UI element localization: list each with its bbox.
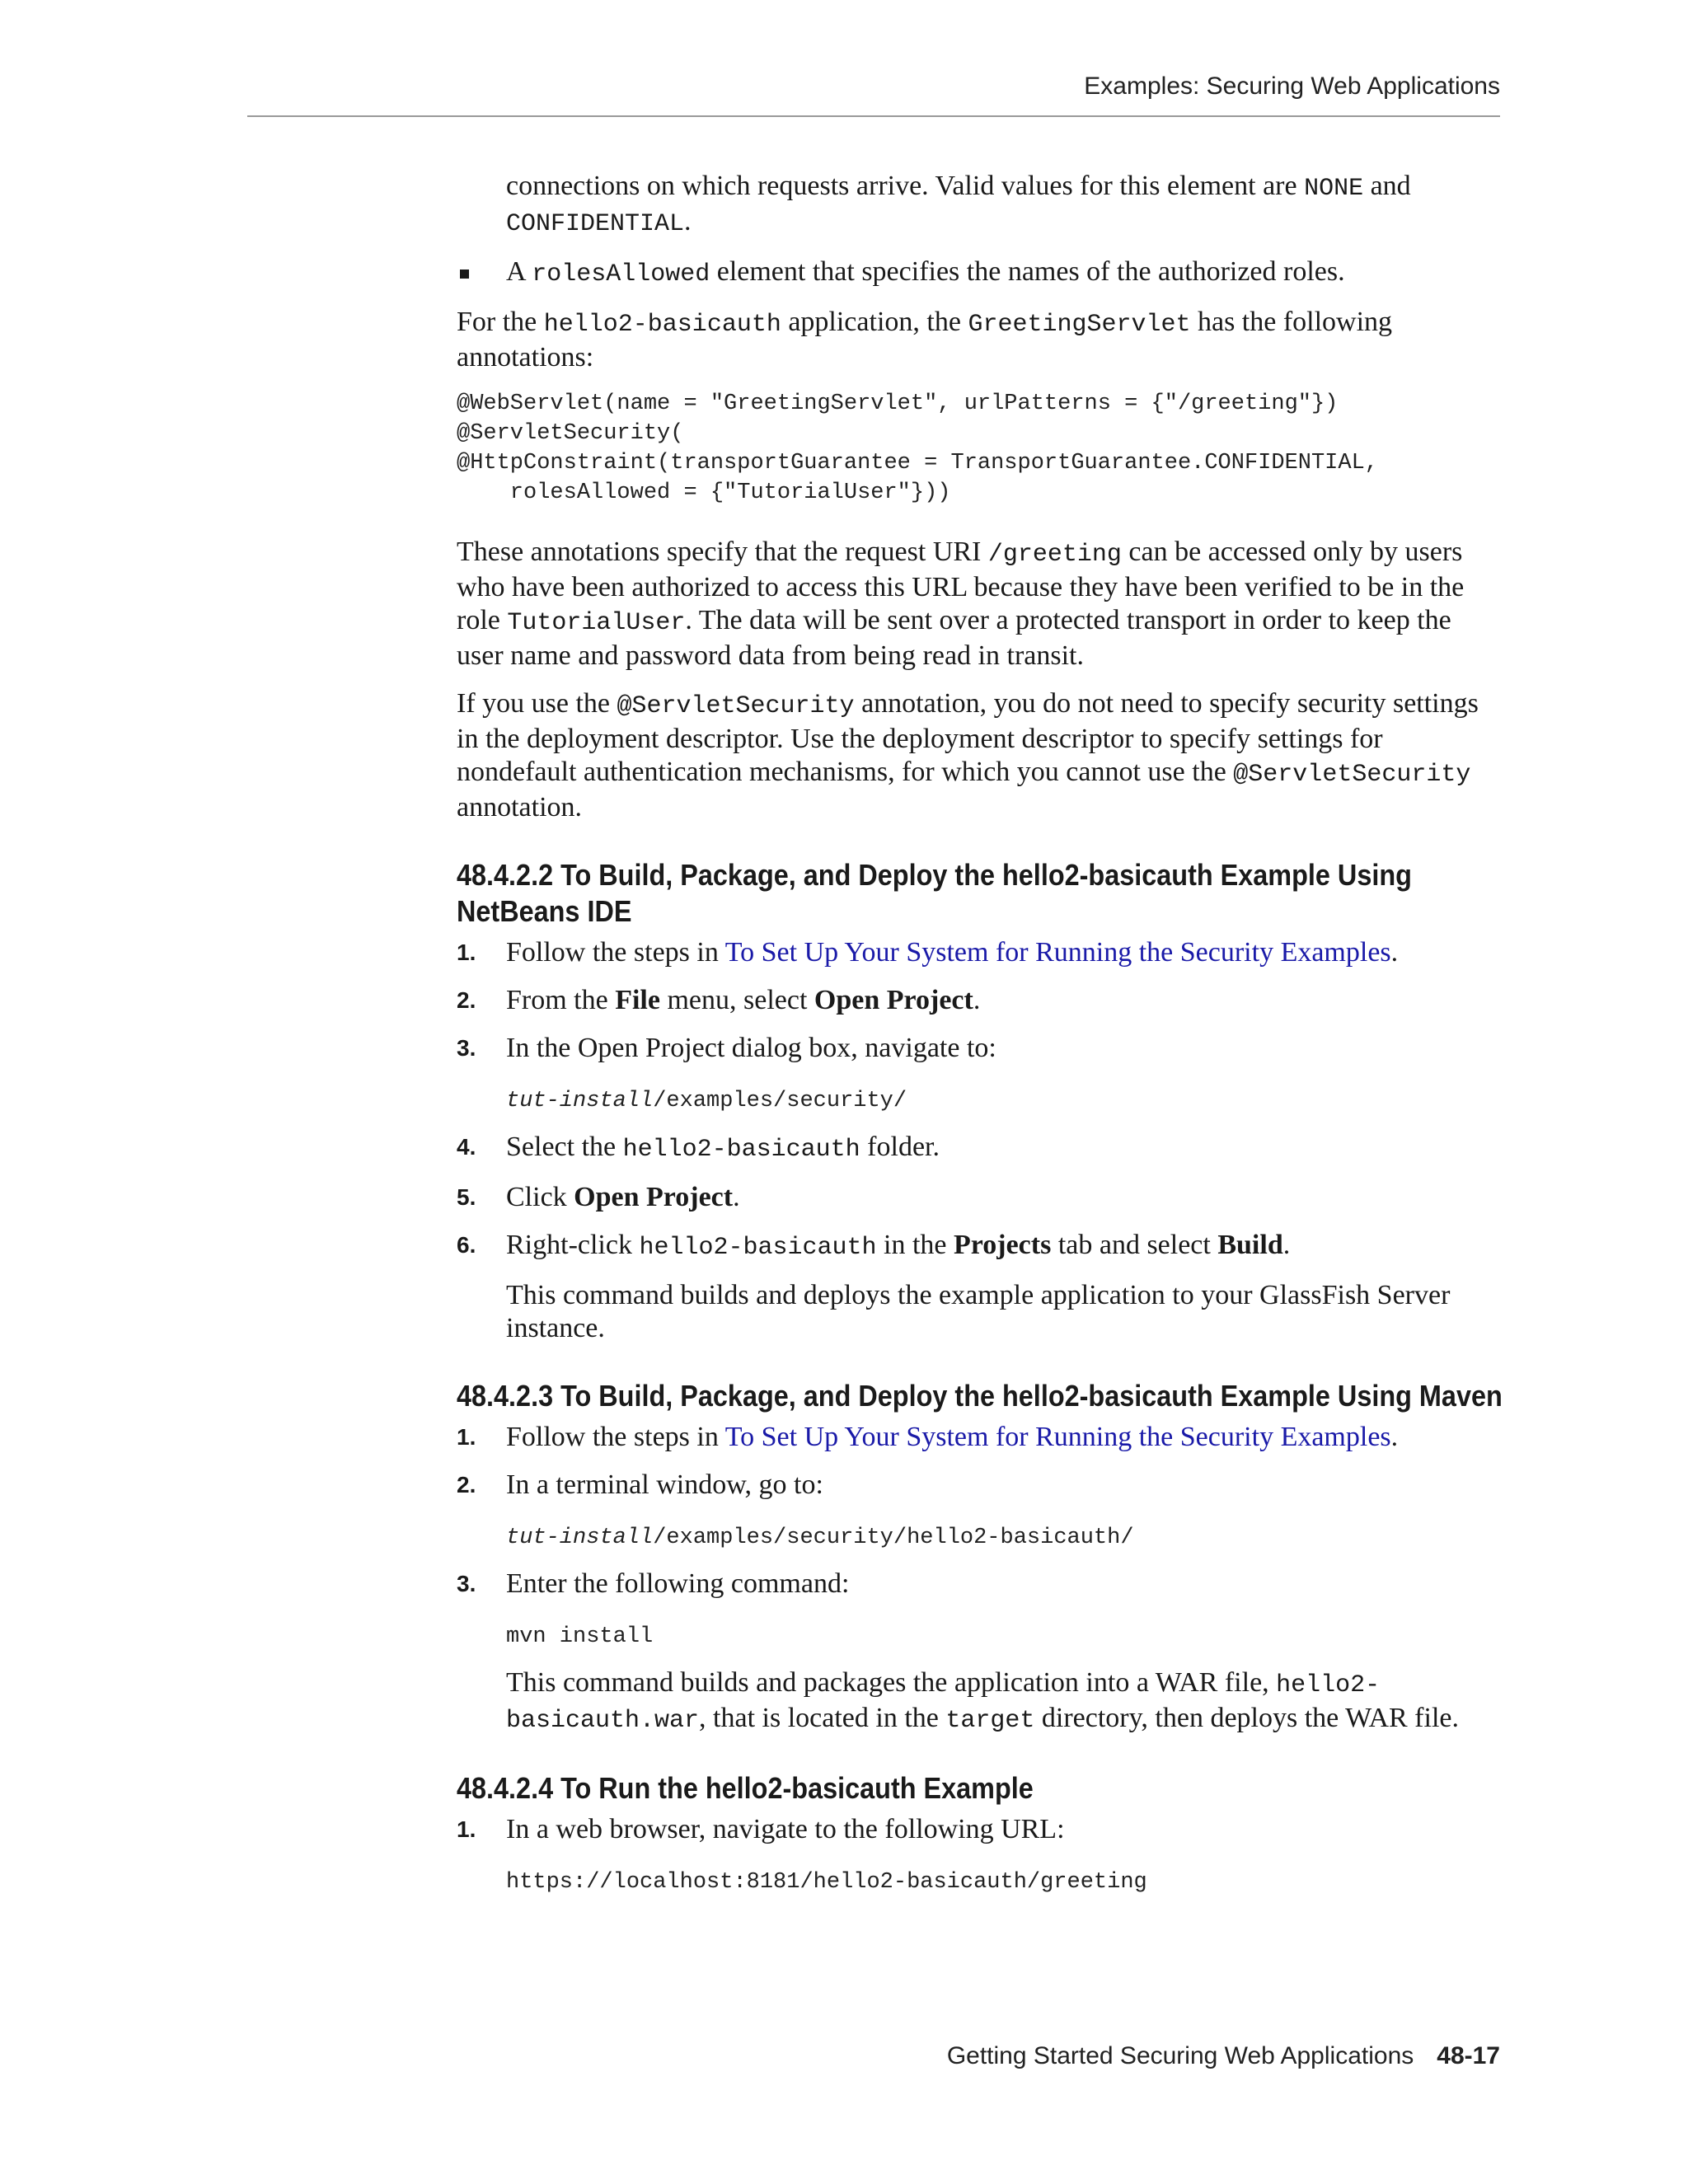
list-item: 2. From the File menu, select Open Project. (457, 985, 981, 1015)
annotation-code-block: @WebServlet(name = "GreetingServlet", urlPatterns = {"/greeting"}) @ServletSecurity( @HttpConstraint(transportGuarantee = TransportGuarantee.CONFIDENTIAL, rolesAllowed = {"TutorialUser"})) (457, 391, 1378, 505)
page-number: 48-17 (1437, 2042, 1500, 2069)
list-item: 3. Enter the following command: mvn install This command builds and packages the application into a WAR file, hello2-basicauth.war, that is located in the target directory, then deploys the WAR file. (457, 1568, 1503, 1737)
heading-netbeans: 48.4.2.2 To Build, Package, and Deploy the hello2-basicauth Example Using NetBeans IDE (457, 858, 1412, 928)
heading-maven: 48.4.2.3 To Build, Package, and Deploy the hello2-basicauth Example Using Maven (457, 1379, 1503, 1413)
list-item: 1. In a web browser, navigate to the following URL: https://localhost:8181/hello2-basicauth/greeting (457, 1813, 1503, 1897)
list-item: 6. Right-click hello2-basicauth in the Projects tab and select Build. This command builds and deploys the example application to your GlassFish Server instance. (457, 1229, 1503, 1345)
square-bullet-icon (460, 269, 469, 279)
netbeans-steps (457, 936, 1503, 1345)
running-footer (947, 2042, 1500, 2070)
step-note: This command builds and packages the application into a WAR file, hello2-basicauth.war, that is located in the target directory, then deploys the WAR file. (506, 1667, 1459, 1735)
list-item: 2. In a terminal window, go to: tut-install/examples/security/hello2-basicauth/ (457, 1469, 1503, 1553)
list-item: 3. In the Open Project dialog box, navigate to: tut-install/examples/security/ (457, 1032, 1503, 1116)
setup-link[interactable]: To Set Up Your System for Running the Security Examples (724, 937, 1391, 968)
servlet-security-paragraph: If you use the @ServletSecurity annotation, you do not need to specify security settings in the deployment descriptor. Use the deployment descriptor to specify settings for nondefault authentication mechanisms, for which you cannot use the @ServletSecurity annotation. (457, 688, 1479, 823)
list-item: 1. Follow the steps in To Set Up Your System for Running the Security Examples. (457, 937, 1399, 968)
list-item: 4. Select the hello2-basicauth folder. (457, 1132, 940, 1164)
list-item: 5. Click Open Project. (457, 1182, 740, 1212)
path-code-block: tut-install/examples/security/ (506, 1089, 907, 1113)
maven-steps (457, 1421, 1503, 1737)
annotations-explanation: These annotations specify that the request URI /greeting can be accessed only by users who have been authorized to access this URL because they have been verified to be in the role TutorialUser. The data will be sent over a protected transport in order to keep the user name and password data from being read in transit. (457, 537, 1465, 671)
header-rule (247, 115, 1500, 117)
path-code-block: tut-install/examples/security/hello2-basicauth/ (506, 1526, 1134, 1550)
command-code-block: mvn install (506, 1624, 654, 1649)
page-content (457, 170, 1503, 1912)
run-steps (457, 1813, 1503, 1897)
bullet-list (457, 255, 1503, 291)
step-note: This command builds and deploys the example application to your GlassFish Server instance. (506, 1280, 1451, 1343)
url-code-block: https://localhost:8181/hello2-basicauth/greeting (506, 1870, 1147, 1895)
setup-link[interactable]: To Set Up Your System for Running the Security Examples (724, 1422, 1391, 1452)
running-header: Examples: Securing Web Applications (1084, 73, 1500, 100)
list-item: A rolesAllowed element that specifies the names of the authorized roles. (457, 255, 1503, 291)
list-item: 1. Follow the steps in To Set Up Your System for Running the Security Examples. (457, 1422, 1399, 1452)
annotations-intro: For the hello2-basicauth application, the GreetingServlet has the following annotations: (457, 307, 1393, 373)
continued-paragraph: connections on which requests arrive. Valid values for this element are NONE and CONFIDENTIAL. (506, 171, 1411, 238)
heading-run: 48.4.2.4 To Run the hello2-basicauth Example (457, 1771, 1034, 1805)
footer-title: Getting Started Securing Web Applications (946, 2042, 1414, 2069)
